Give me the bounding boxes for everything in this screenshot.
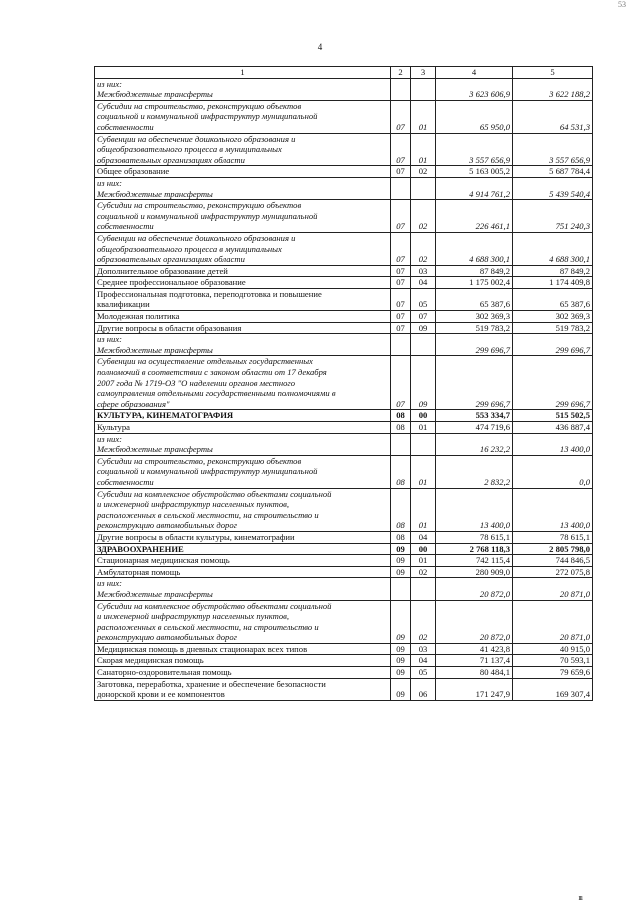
plan-amount-cell: 41 423,8: [436, 643, 513, 655]
row-name-cell: [95, 200, 391, 233]
row-name-line: реконструкцию автомобильных дорог: [97, 632, 237, 643]
section-code-cell: 08: [391, 410, 411, 422]
section-code-cell: 07: [391, 232, 411, 265]
row-name-line: социальной и коммунальной инфраструктур муниципальной: [97, 466, 318, 477]
table-row: [95, 667, 593, 679]
plan-amount-cell: 87 849,2: [436, 265, 513, 277]
row-name-cell: [95, 311, 391, 323]
row-name-line: из них:: [97, 433, 123, 444]
plan-amount-cell: 1 175 002,4: [436, 277, 513, 289]
subsection-code-cell: 01: [411, 555, 436, 567]
section-code-cell: 07: [391, 356, 411, 410]
row-name-line: Стационарная медицинская помощь: [97, 555, 230, 566]
table-row: [95, 78, 593, 100]
row-name-line: Санаторно-оздоровительная помощь: [97, 667, 232, 678]
row-name-cell: [95, 232, 391, 265]
row-name-cell: [95, 667, 391, 679]
subsection-code-cell: [411, 578, 436, 600]
row-name-cell: [95, 322, 391, 334]
section-code-cell: 07: [391, 133, 411, 166]
table-row: [95, 166, 593, 178]
row-name-line: Профессиональная подготовка, переподготовка и повышение: [97, 288, 322, 299]
subsection-code-cell: [411, 433, 436, 455]
table-row: [95, 578, 593, 600]
subsection-code-cell: 02: [411, 600, 436, 643]
plan-amount-cell: 65 950,0: [436, 100, 513, 133]
bottom-mark: ııı: [578, 893, 582, 902]
next-amount-cell: 5 439 540,4: [513, 177, 593, 199]
section-code-cell: 09: [391, 678, 411, 700]
next-amount-cell: 751 240,3: [513, 200, 593, 233]
table-row: [95, 100, 593, 133]
subsection-code-cell: 07: [411, 311, 436, 323]
section-code-cell: 07: [391, 265, 411, 277]
row-name-line: расположенных в сельской местности, на строительство и: [97, 509, 319, 520]
next-amount-cell: 744 846,5: [513, 555, 593, 567]
row-name-line: полномочий в соответствии с законом области от 17 декабря: [97, 367, 327, 378]
row-name-line: донорской крови и ее компонентов: [97, 689, 225, 700]
section-code-cell: 09: [391, 543, 411, 555]
row-name-line: Скорая медицинская помощь: [97, 655, 204, 666]
next-amount-cell: 302 369,3: [513, 311, 593, 323]
table-row: [95, 422, 593, 434]
next-amount-cell: 272 075,8: [513, 566, 593, 578]
next-amount-cell: 519 783,2: [513, 322, 593, 334]
row-name-line: и инженерной инфраструктур населенных пунктов,: [97, 499, 290, 510]
plan-amount-cell: 80 484,1: [436, 667, 513, 679]
row-name-cell: [95, 531, 391, 543]
row-name-line: Субсидии на строительство, реконструкцию объектов: [97, 200, 302, 211]
next-amount-cell: 169 307,4: [513, 678, 593, 700]
row-name-cell: [95, 643, 391, 655]
row-name-cell: [95, 133, 391, 166]
row-name-line: социальной и коммунальной инфраструктур муниципальной: [97, 210, 318, 221]
table-row: [95, 678, 593, 700]
row-name-cell: [95, 334, 391, 356]
row-name-line: Среднее профессиональное образование: [97, 277, 246, 288]
table-row: [95, 566, 593, 578]
row-name-line: Межбюджетные трансферты: [97, 89, 213, 100]
row-name-line: Другие вопросы в области образования: [97, 322, 242, 333]
row-name-line: Другие вопросы в области культуры, кинематографии: [97, 531, 295, 542]
row-name-line: Заготовка, переработка, хранение и обеспечение безопасности: [97, 678, 326, 689]
subsection-code-cell: 01: [411, 488, 436, 531]
row-name-line: Медицинская помощь в дневных стационарах всех типов: [97, 643, 308, 654]
row-name-line: ЗДРАВООХРАНЕНИЕ: [97, 543, 184, 554]
subsection-code-cell: 05: [411, 288, 436, 310]
row-name-line: Амбулаторная помощь: [97, 566, 181, 577]
plan-amount-cell: 78 615,1: [436, 531, 513, 543]
row-name-line: из них:: [97, 177, 123, 188]
subsection-code-cell: 09: [411, 322, 436, 334]
plan-amount-cell: 5 163 005,2: [436, 166, 513, 178]
subsection-code-cell: 01: [411, 133, 436, 166]
table-row: [95, 200, 593, 233]
subsection-code-cell: 02: [411, 566, 436, 578]
table-row: [95, 277, 593, 289]
section-code-cell: 08: [391, 422, 411, 434]
plan-amount-cell: 226 461,1: [436, 200, 513, 233]
row-name-line: из них:: [97, 578, 123, 589]
plan-amount-cell: 13 400,0: [436, 488, 513, 531]
page-number: 4: [317, 42, 323, 52]
row-name-cell: [95, 543, 391, 555]
section-code-cell: 08: [391, 531, 411, 543]
header-cell-4: 4: [436, 67, 513, 79]
row-name-line: Субвенции на обеспечение дошкольного образования и: [97, 232, 296, 243]
table-row: [95, 531, 593, 543]
section-code-cell: [391, 433, 411, 455]
section-code-cell: 09: [391, 655, 411, 667]
row-name-cell: [95, 422, 391, 434]
row-name-line: Субвенции на осуществление отдельных государственных: [97, 356, 313, 367]
next-amount-cell: 13 400,0: [513, 433, 593, 455]
row-name-cell: [95, 177, 391, 199]
plan-amount-cell: 65 387,6: [436, 288, 513, 310]
row-name-line: расположенных в сельской местности, на строительство и: [97, 621, 319, 632]
row-name-cell: [95, 288, 391, 310]
row-name-line: реконструкцию автомобильных дорог: [97, 520, 237, 531]
table-row: [95, 455, 593, 488]
row-name-line: Субвенции на обеспечение дошкольного образования и: [97, 133, 296, 144]
plan-amount-cell: 299 696,7: [436, 334, 513, 356]
next-amount-cell: 3 557 656,9: [513, 133, 593, 166]
row-name-cell: [95, 678, 391, 700]
subsection-code-cell: 02: [411, 166, 436, 178]
plan-amount-cell: 71 137,4: [436, 655, 513, 667]
row-name-line: образовательных организациях области: [97, 154, 245, 165]
table-row: [95, 133, 593, 166]
table-header-row: [95, 67, 593, 79]
next-amount-cell: 299 696,7: [513, 356, 593, 410]
table-row: [95, 334, 593, 356]
subsection-code-cell: [411, 177, 436, 199]
table-row: [95, 265, 593, 277]
subsection-code-cell: 06: [411, 678, 436, 700]
section-code-cell: 07: [391, 100, 411, 133]
subsection-code-cell: 04: [411, 277, 436, 289]
row-name-line: Субсидии на комплексное обустройство объектами социальной: [97, 488, 332, 499]
next-amount-cell: 0,0: [513, 455, 593, 488]
table-row: [95, 655, 593, 667]
plan-amount-cell: 3 623 606,9: [436, 78, 513, 100]
row-name-cell: [95, 578, 391, 600]
section-code-cell: 09: [391, 643, 411, 655]
row-name-cell: [95, 100, 391, 133]
table-row: [95, 410, 593, 422]
section-code-cell: [391, 78, 411, 100]
subsection-code-cell: [411, 78, 436, 100]
next-amount-cell: 20 871,0: [513, 600, 593, 643]
row-name-line: образовательных организациях области: [97, 254, 245, 265]
next-amount-cell: 1 174 409,8: [513, 277, 593, 289]
next-amount-cell: 87 849,2: [513, 265, 593, 277]
plan-amount-cell: 16 232,2: [436, 433, 513, 455]
section-code-cell: [391, 334, 411, 356]
row-name-line: и инженерной инфраструктур населенных пунктов,: [97, 611, 290, 622]
subsection-code-cell: 03: [411, 643, 436, 655]
header-cell-1: 1: [95, 67, 391, 79]
row-name-cell: [95, 600, 391, 643]
row-name-cell: [95, 265, 391, 277]
subsection-code-cell: [411, 334, 436, 356]
row-name-cell: [95, 488, 391, 531]
subsection-code-cell: 01: [411, 455, 436, 488]
plan-amount-cell: 20 872,0: [436, 600, 513, 643]
row-name-cell: [95, 455, 391, 488]
table-row: [95, 433, 593, 455]
row-name-line: Межбюджетные трансферты: [97, 588, 213, 599]
section-code-cell: 09: [391, 667, 411, 679]
row-name-line: общеобразовательного процесса в муниципальных: [97, 144, 282, 155]
subsection-code-cell: 04: [411, 655, 436, 667]
plan-amount-cell: 20 872,0: [436, 578, 513, 600]
subsection-code-cell: 01: [411, 100, 436, 133]
next-amount-cell: 5 687 784,4: [513, 166, 593, 178]
next-amount-cell: 64 531,3: [513, 100, 593, 133]
table-row: [95, 600, 593, 643]
row-name-line: Межбюджетные трансферты: [97, 344, 213, 355]
subsection-code-cell: 00: [411, 410, 436, 422]
plan-amount-cell: 302 369,3: [436, 311, 513, 323]
row-name-line: Межбюджетные трансферты: [97, 188, 213, 199]
row-name-cell: [95, 433, 391, 455]
row-name-line: самоуправления отдельными государственными полномочиями в: [97, 388, 336, 399]
subsection-code-cell: 04: [411, 531, 436, 543]
section-code-cell: 07: [391, 200, 411, 233]
section-code-cell: 09: [391, 566, 411, 578]
section-code-cell: 07: [391, 288, 411, 310]
section-code-cell: 07: [391, 311, 411, 323]
subsection-code-cell: 01: [411, 422, 436, 434]
row-name-cell: [95, 78, 391, 100]
row-name-line: собственности: [97, 121, 154, 132]
next-amount-cell: 299 696,7: [513, 334, 593, 356]
row-name-cell: [95, 655, 391, 667]
plan-amount-cell: 299 696,7: [436, 356, 513, 410]
row-name-line: из них:: [97, 334, 123, 345]
row-name-cell: [95, 555, 391, 567]
subsection-code-cell: 03: [411, 265, 436, 277]
next-amount-cell: 65 387,6: [513, 288, 593, 310]
table-row: [95, 643, 593, 655]
plan-amount-cell: 2 832,2: [436, 455, 513, 488]
row-name-line: Субсидии на строительство, реконструкцию объектов: [97, 100, 302, 111]
section-code-cell: [391, 177, 411, 199]
next-amount-cell: 70 593,1: [513, 655, 593, 667]
table-row: [95, 488, 593, 531]
plan-amount-cell: 4 914 761,2: [436, 177, 513, 199]
header-cell-3: 3: [411, 67, 436, 79]
plan-amount-cell: 2 768 118,3: [436, 543, 513, 555]
plan-amount-cell: 280 909,0: [436, 566, 513, 578]
row-name-line: из них:: [97, 78, 123, 89]
row-name-line: собственности: [97, 221, 154, 232]
row-name-line: Субсидии на строительство, реконструкцию объектов: [97, 455, 302, 466]
plan-amount-cell: 4 688 300,1: [436, 232, 513, 265]
next-amount-cell: 2 805 798,0: [513, 543, 593, 555]
subsection-code-cell: 02: [411, 232, 436, 265]
plan-amount-cell: 474 719,6: [436, 422, 513, 434]
row-name-line: общеобразовательного процесса в муниципальных: [97, 243, 282, 254]
subsection-code-cell: 00: [411, 543, 436, 555]
plan-amount-cell: 171 247,9: [436, 678, 513, 700]
next-amount-cell: 515 502,5: [513, 410, 593, 422]
table-row: [95, 288, 593, 310]
section-code-cell: 09: [391, 600, 411, 643]
section-code-cell: 08: [391, 488, 411, 531]
section-code-cell: [391, 578, 411, 600]
table-row: [95, 555, 593, 567]
plan-amount-cell: 553 334,7: [436, 410, 513, 422]
row-name-cell: [95, 566, 391, 578]
subsection-code-cell: 02: [411, 200, 436, 233]
table-row: [95, 356, 593, 410]
corner-mark: 53: [618, 0, 626, 9]
row-name-line: Дополнительное образование детей: [97, 265, 228, 276]
next-amount-cell: 40 915,0: [513, 643, 593, 655]
plan-amount-cell: 742 115,4: [436, 555, 513, 567]
row-name-line: КУЛЬТУРА, КИНЕМАТОГРАФИЯ: [97, 410, 234, 421]
row-name-line: собственности: [97, 476, 154, 487]
table-row: [95, 232, 593, 265]
section-code-cell: 08: [391, 455, 411, 488]
table-row: [95, 543, 593, 555]
budget-table: [94, 66, 593, 701]
row-name-cell: [95, 166, 391, 178]
plan-amount-cell: 3 557 656,9: [436, 133, 513, 166]
row-name-line: Межбюджетные трансферты: [97, 444, 213, 455]
row-name-cell: [95, 277, 391, 289]
next-amount-cell: 4 688 300,1: [513, 232, 593, 265]
row-name-cell: [95, 410, 391, 422]
row-name-line: 2007 года № 1719-ОЗ "О наделении органов местного: [97, 377, 296, 388]
row-name-line: Молодежная политика: [97, 311, 180, 322]
row-name-line: Культура: [97, 422, 130, 432]
next-amount-cell: 79 659,6: [513, 667, 593, 679]
next-amount-cell: 436 887,4: [513, 422, 593, 434]
section-code-cell: 07: [391, 166, 411, 178]
table-row: [95, 311, 593, 323]
row-name-line: квалификации: [97, 299, 150, 310]
next-amount-cell: 13 400,0: [513, 488, 593, 531]
plan-amount-cell: 519 783,2: [436, 322, 513, 334]
row-name-line: сфере образования": [97, 398, 170, 409]
next-amount-cell: 78 615,1: [513, 531, 593, 543]
section-code-cell: 09: [391, 555, 411, 567]
table-body: [95, 78, 593, 700]
row-name-cell: [95, 356, 391, 410]
subsection-code-cell: 09: [411, 356, 436, 410]
table-row: [95, 177, 593, 199]
next-amount-cell: 20 871,0: [513, 578, 593, 600]
table-row: [95, 322, 593, 334]
next-amount-cell: 3 622 188,2: [513, 78, 593, 100]
subsection-code-cell: 05: [411, 667, 436, 679]
section-code-cell: 07: [391, 322, 411, 334]
row-name-line: Общее образование: [97, 166, 170, 177]
header-cell-5: 5: [513, 67, 593, 79]
section-code-cell: 07: [391, 277, 411, 289]
row-name-line: Субсидии на комплексное обустройство объектами социальной: [97, 600, 332, 611]
row-name-line: социальной и коммунальной инфраструктур муниципальной: [97, 111, 318, 122]
header-cell-2: 2: [391, 67, 411, 79]
